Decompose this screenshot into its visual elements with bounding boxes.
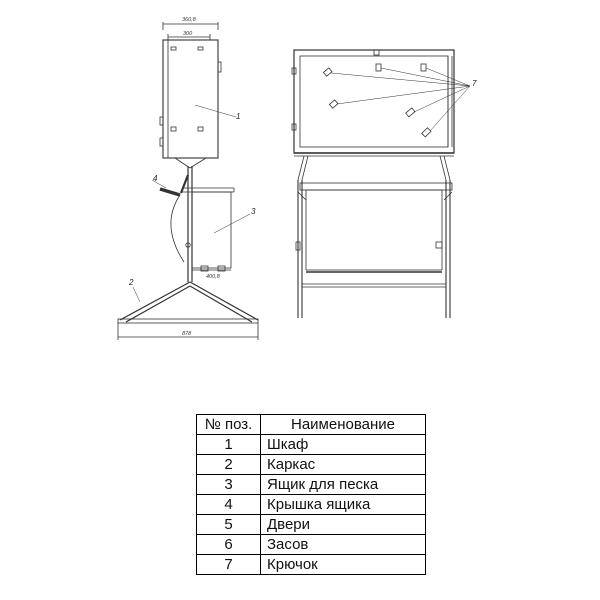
callout-7: 7 <box>472 79 477 88</box>
dim-878: 878 <box>182 331 192 337</box>
callout-1: 1 <box>236 112 241 121</box>
row-position: 6 <box>197 535 261 555</box>
table-row <box>197 535 426 555</box>
row-position: 2 <box>197 455 261 475</box>
table-row <box>197 555 426 575</box>
side-view <box>118 17 258 340</box>
cabinet-side <box>160 40 236 158</box>
parts-table <box>196 414 426 575</box>
row-position: 4 <box>197 495 261 515</box>
dim-400-8: 400,8 <box>206 274 220 280</box>
table-row <box>197 455 426 475</box>
table-row <box>197 435 426 455</box>
dim-300: 300 <box>183 31 193 37</box>
frame-legs <box>298 156 450 318</box>
row-position: 3 <box>197 475 261 495</box>
dim-360-8: 360,8 <box>182 17 196 23</box>
row-name: Ящик для песка <box>261 475 426 495</box>
table-row <box>197 495 426 515</box>
tripod-base <box>118 282 258 323</box>
table-row <box>197 475 426 495</box>
post-side <box>175 158 206 282</box>
table-header-row <box>197 415 426 435</box>
header-position: № поз. <box>197 415 261 435</box>
sand-box-front <box>296 183 452 272</box>
dimension-width-inner <box>168 31 210 40</box>
dimension-width-total <box>163 17 218 30</box>
header-name: Наименование <box>261 415 426 435</box>
row-name: Засов <box>261 535 426 555</box>
callout-4: 4 <box>153 174 158 183</box>
dimension-base-width <box>118 323 258 340</box>
cabinet-front <box>292 50 454 156</box>
row-position: 5 <box>197 515 261 535</box>
row-position: 7 <box>197 555 261 575</box>
callout-3: 3 <box>251 207 256 216</box>
row-name: Крючок <box>261 555 426 575</box>
row-name: Шкаф <box>261 435 426 455</box>
sand-box-side <box>171 192 250 268</box>
row-position: 1 <box>197 435 261 455</box>
callout-2: 2 <box>129 278 134 287</box>
row-name: Крышка ящика <box>261 495 426 515</box>
row-name: Каркас <box>261 455 426 475</box>
front-view <box>292 50 477 318</box>
table-row <box>197 515 426 535</box>
row-name: Двери <box>261 515 426 535</box>
